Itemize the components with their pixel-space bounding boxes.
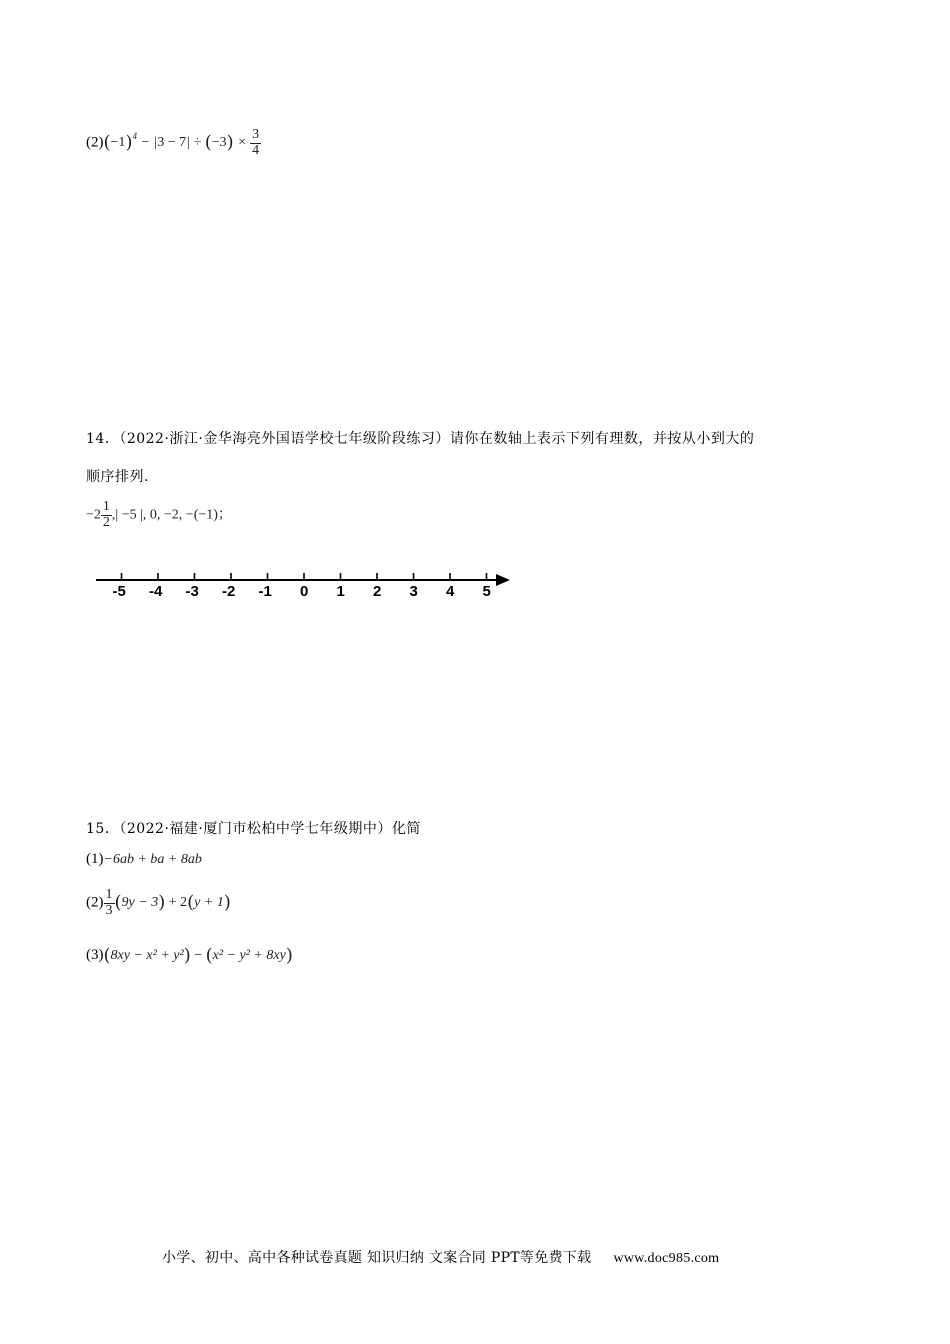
- q15-part2-fraction: $\frac{1}{3}$: [105, 887, 113, 918]
- number-line-label: 5: [482, 583, 491, 600]
- number-line-label: 1: [336, 583, 345, 600]
- footer-text: 小学、初中、高中各种试卷真题 知识归纳 文案合同 PPT等免费下载: [162, 1250, 592, 1266]
- q15-source: （2022·福建·厦门市松柏中学七年级期中）: [119, 821, 392, 837]
- q15-part2-label: (2): [86, 894, 104, 911]
- q14-prompt-line2: 顺序排列．: [86, 469, 159, 485]
- q14-number: 14．: [86, 431, 120, 447]
- q15-part3-expression: (8xy − x² + y²) − (x² − y² + 8xy): [103, 945, 293, 966]
- q15-prompt: 化简: [391, 821, 421, 837]
- q14-source: （2022·浙江·金华海亮外国语学校七年级阶段练习）: [119, 431, 450, 447]
- q15-part2: [86, 888, 231, 918]
- number-line-label: 2: [373, 583, 382, 600]
- q13-part2-expression: $(-1)^4 - |3 - 7| \div (-3)$ × $\frac{3}{4}$: [103, 127, 260, 158]
- q14-heading: [86, 428, 754, 448]
- q13-exponent: 4: [132, 131, 137, 142]
- q13-part2: [86, 128, 261, 158]
- number-line-label: 4: [446, 583, 455, 600]
- number-line-label: 3: [409, 583, 418, 600]
- number-line-arrow: [496, 574, 510, 586]
- q15-part1-expression: −6ab + ba + 8ab: [103, 852, 202, 867]
- number-line-label: -5: [112, 583, 126, 600]
- q14-mixed-fraction: $\frac{1}{2}$: [102, 499, 110, 530]
- q14-semicolon: ；: [217, 507, 233, 523]
- number-line-label: -2: [222, 583, 236, 600]
- q13-part2-label: (2): [86, 134, 104, 151]
- q14-mixed-whole: −2: [86, 507, 101, 523]
- number-line: [0, 560, 950, 610]
- number-line-label: -4: [149, 583, 163, 600]
- q14-numbers: [86, 500, 232, 530]
- number-line-label: -3: [185, 583, 199, 600]
- q15-part1-label: (1): [86, 851, 104, 867]
- q14-prompt-line1: 请你在数轴上表示下列有理数，并按从小到大的: [449, 431, 755, 447]
- number-line-label: 0: [300, 583, 309, 600]
- q13-divisor: −3: [211, 135, 227, 151]
- footer: [162, 1247, 719, 1267]
- q14-numbers-rest: ,| −5 |, 0, −2, −(−1): [111, 507, 218, 523]
- q13-abs-expr: 3 − 7: [157, 135, 187, 151]
- q13-fraction: $\frac{3}{4}$: [252, 127, 260, 158]
- q15-part2-expression: $\frac{1}{3}$ (9y − 3) + 2(y + 1): [105, 887, 231, 918]
- q15-number: 15．: [86, 821, 120, 837]
- q15-part3-label: (3): [86, 947, 104, 963]
- q13-base: −1: [110, 135, 126, 151]
- q15-heading: [86, 818, 421, 838]
- q15-part3: [86, 944, 293, 966]
- q15-part1: [86, 848, 202, 868]
- footer-url[interactable]: www.doc985.com: [613, 1251, 720, 1266]
- number-line-label: -1: [258, 583, 272, 600]
